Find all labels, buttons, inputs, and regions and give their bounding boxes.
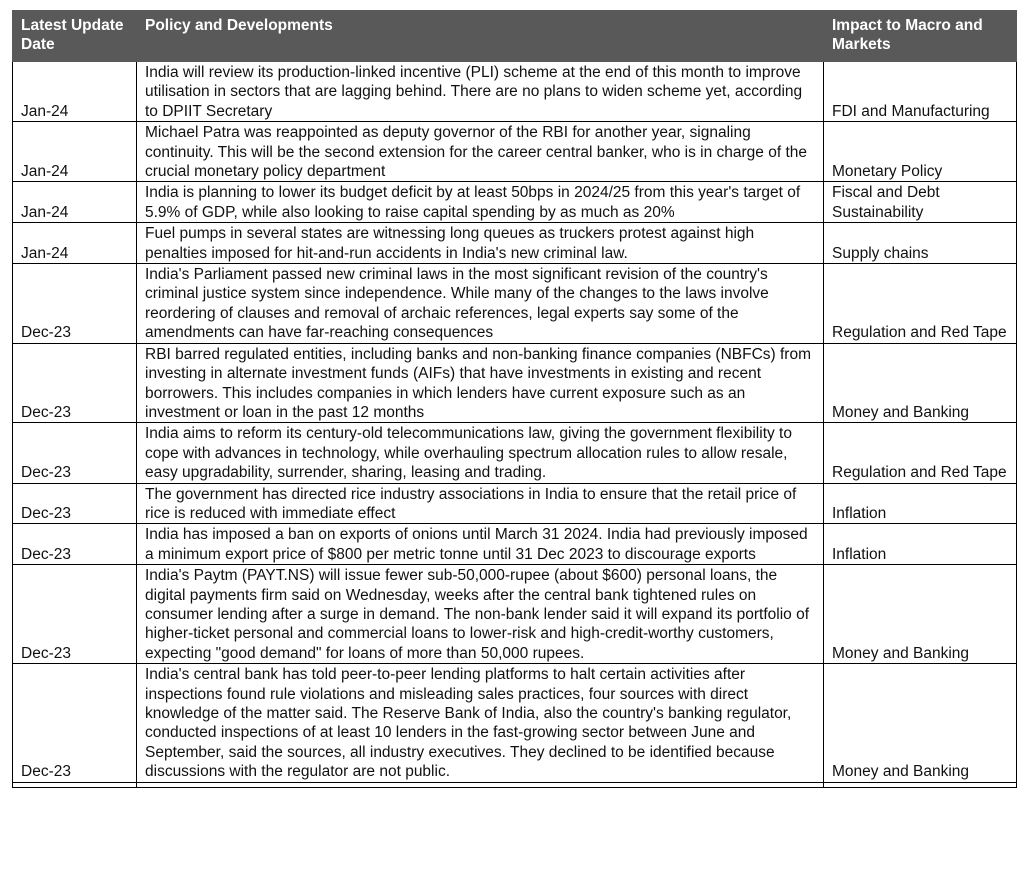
policy-cell: India is planning to lower its budget deficit by at least 50bps in 2024/25 from this year's target of 5.9% of GDP, while also looking to raise capital spending by as much as 20%: [137, 182, 824, 223]
header-policy: Policy and Developments: [137, 11, 824, 62]
policy-cell: India will review its production-linked incentive (PLI) scheme at the end of this month to improve utilisation in sectors that are lagging behind. There are no plans to widen scheme yet, according to DPIIT Secretary: [137, 62, 824, 122]
policy-cell: India's central bank has told peer-to-peer lending platforms to halt certain activities after inspections found rule violations and misleading sales practices, four sources with direct knowledge of the matter said. The Reserve Bank of India, also the country's banking regulator, conducted inspections of at least 10 lenders in the fast-growing sector between June and September, said the sources, all industry executives. They declined to be identified because discussions with the regulator are not public.: [137, 664, 824, 782]
impact-cell: Money and Banking: [824, 343, 1017, 423]
policy-table: [12, 10, 1017, 788]
policy-cell: Fuel pumps in several states are witnessing long queues as truckers protest against high penalties imposed for hit-and-run accidents in India's new criminal law.: [137, 223, 824, 264]
update-date-cell: Jan-24: [13, 122, 137, 182]
update-date-cell: Jan-24: [13, 182, 137, 223]
empty-cell: [13, 782, 137, 787]
policy-cell: India's Parliament passed new criminal laws in the most significant revision of the country's criminal justice system since independence. While many of the changes to the laws involve reordering of clauses and removal of archaic references, legal experts say some of the amendments can have far-reaching consequences: [137, 264, 824, 344]
impact-cell: Supply chains: [824, 223, 1017, 264]
update-date-cell: Dec-23: [13, 264, 137, 344]
update-date-cell: Dec-23: [13, 483, 137, 524]
table-row: [13, 122, 1017, 182]
update-date-cell: Dec-23: [13, 565, 137, 664]
table-row: [13, 524, 1017, 565]
policy-cell: India's Paytm (PAYT.NS) will issue fewer sub-50,000-rupee (about $600) personal loans, the digital payments firm said on Wednesday, weeks after the central bank tightened rules on consumer lending after a surge in demand. The non-bank lender said it will expand its portfolio of higher-ticket personal and commercial loans to lower-risk and high-credit-worthy customers, expecting "good demand" for loans of more than 50,000 rupees.: [137, 565, 824, 664]
impact-cell: Money and Banking: [824, 565, 1017, 664]
policy-cell: India has imposed a ban on exports of onions until March 31 2024. India had previously imposed a minimum export price of $800 per metric tonne until 31 Dec 2023 to discourage exports: [137, 524, 824, 565]
policy-cell: RBI barred regulated entities, including banks and non-banking finance companies (NBFCs) from investing in alternate investment funds (AIFs) that have investments in existing and recent borrowers. This includes companies in which lenders have current exposure such as an investment or loan in the past 12 months: [137, 343, 824, 423]
table-row: [13, 264, 1017, 344]
impact-cell: Regulation and Red Tape: [824, 423, 1017, 483]
policy-cell: India aims to reform its century-old telecommunications law, giving the government flexibility to cope with advances in technology, while overhauling spectrum allocation rules to allow resale, easy upgradability, surrender, sharing, leasing and trading.: [137, 423, 824, 483]
update-date-cell: Jan-24: [13, 223, 137, 264]
table-row: [13, 565, 1017, 664]
update-date-cell: Dec-23: [13, 524, 137, 565]
empty-cell: [137, 782, 824, 787]
impact-cell: Regulation and Red Tape: [824, 264, 1017, 344]
table-row: [13, 483, 1017, 524]
impact-cell: Fiscal and Debt Sustainability: [824, 182, 1017, 223]
impact-cell: FDI and Manufacturing: [824, 62, 1017, 122]
impact-cell: Monetary Policy: [824, 122, 1017, 182]
update-date-cell: Dec-23: [13, 343, 137, 423]
update-date-cell: Dec-23: [13, 664, 137, 782]
table-row: [13, 343, 1017, 423]
impact-cell: Inflation: [824, 483, 1017, 524]
table-row: [13, 62, 1017, 122]
policy-cell: The government has directed rice industry associations in India to ensure that the retail price of rice is reduced with immediate effect: [137, 483, 824, 524]
table-row: [13, 664, 1017, 782]
table-row: [13, 423, 1017, 483]
impact-cell: Inflation: [824, 524, 1017, 565]
impact-cell: Money and Banking: [824, 664, 1017, 782]
update-date-cell: Dec-23: [13, 423, 137, 483]
table-row: [13, 182, 1017, 223]
header-impact: Impact to Macro and Markets: [824, 11, 1017, 62]
update-date-cell: Jan-24: [13, 62, 137, 122]
table-row-cut-off: [13, 782, 1017, 787]
table-row: [13, 223, 1017, 264]
header-row: [13, 11, 1017, 62]
empty-cell: [824, 782, 1017, 787]
header-update-date: Latest Update Date: [13, 11, 137, 62]
policy-cell: Michael Patra was reappointed as deputy governor of the RBI for another year, signaling continuity. This will be the second extension for the career central banker, who is in charge of the crucial monetary policy department: [137, 122, 824, 182]
